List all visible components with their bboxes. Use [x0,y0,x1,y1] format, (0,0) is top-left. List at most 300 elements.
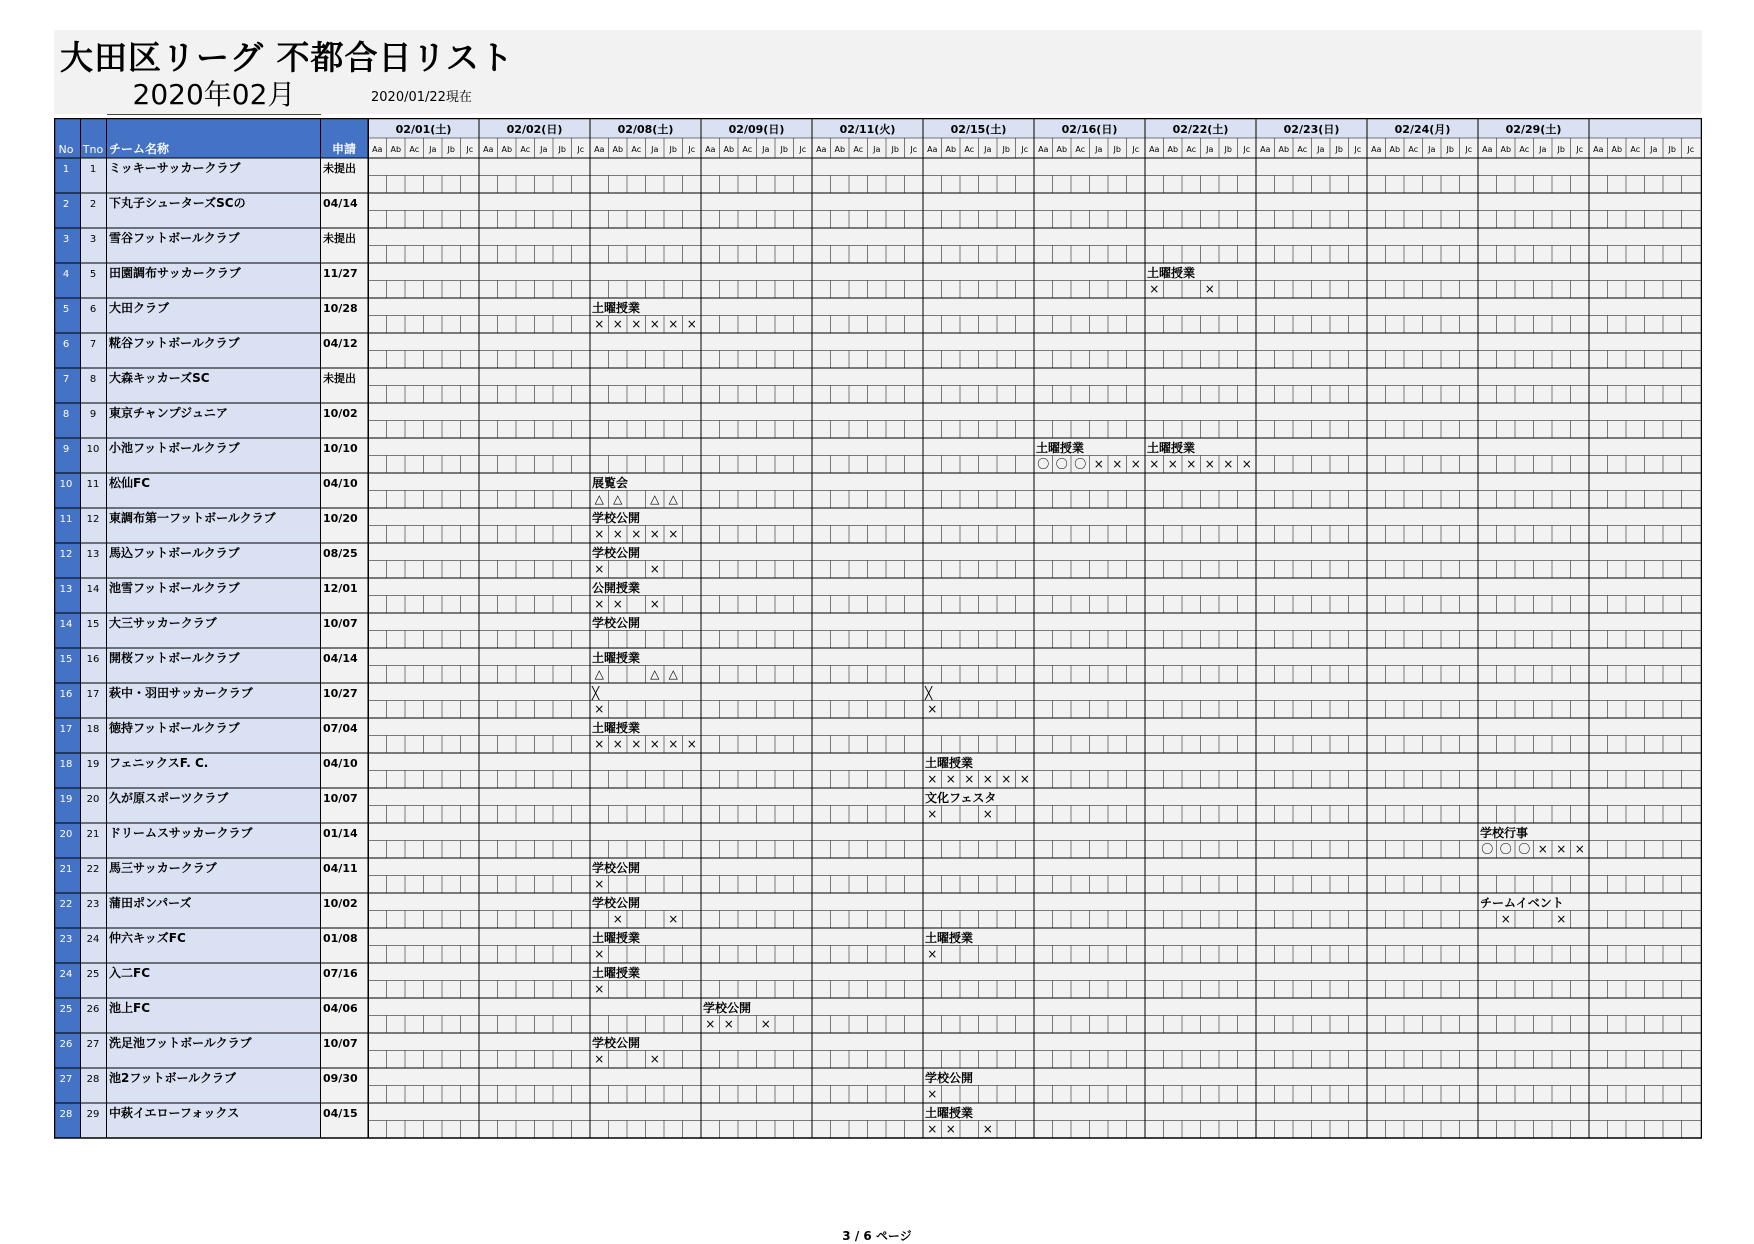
slot-header: Aa [1482,145,1493,154]
team-name: 大田クラブ [109,301,170,315]
unavailable-mark: 〇 [1518,842,1531,856]
date-header: 02/29(土) [1505,123,1562,136]
applied-date: 08/25 [323,547,358,560]
unavailable-note: 土曜授業 [592,651,641,665]
slot-header: Ab [1278,145,1290,154]
date-header: 02/02(日) [506,123,563,136]
unavailable-note: 学校公開 [592,546,641,560]
unavailable-mark: × [594,982,605,996]
unavailable-mark: × [1093,457,1104,471]
unavailable-mark: 〇 [1037,457,1050,471]
unavailable-mark: × [612,317,623,331]
slot-header: Jb [1446,145,1454,154]
column-tno: Tno [82,143,104,156]
slot-header: Jc [577,145,585,154]
row-tno: 12 [86,514,100,525]
unavailable-mark: × [649,737,660,751]
date-header: 02/01(土) [395,123,452,136]
unavailable-mark: 〇 [1499,842,1512,856]
team-name: 大森キッカーズSC [109,371,210,385]
slot-header: Jb [780,145,788,154]
slot-header: Jb [558,145,566,154]
unavailable-mark: × [594,877,605,891]
unavailable-mark: × [649,317,660,331]
unavailable-mark: 〇 [1055,457,1068,471]
unavailable-mark: × [668,912,679,926]
unavailable-note: 土曜授業 [592,966,641,980]
slot-header: Aa [705,145,716,154]
row-no: 9 [62,444,70,455]
slot-header: Ab [390,145,402,154]
slot-header: Ac [520,145,531,154]
applied-date: 01/08 [323,932,358,945]
unavailable-mark: × [723,1017,734,1031]
unavailable-mark: × [927,807,938,821]
unavailable-mark: △ [613,492,623,506]
row-no: 25 [59,1004,73,1015]
unavailable-mark: × [686,737,697,751]
unavailable-mark: × [705,1017,716,1031]
row-tno: 10 [86,444,100,455]
team-name: 馬三サッカークラブ [109,861,217,875]
team-name: 洗足池フットボールクラブ [109,1036,252,1050]
unavailable-mark: × [594,597,605,611]
row-tno: 28 [86,1074,100,1085]
applied-date: 未提出 [323,232,356,245]
row-tno: 7 [89,339,97,350]
applied-date: 12/01 [323,582,358,595]
date-header: 02/23(日) [1283,123,1340,136]
unavailable-mark: × [649,597,660,611]
unavailable-note: 学校公開 [592,896,641,910]
team-name: 徳持フットボールクラブ [109,721,240,735]
row-no: 12 [59,549,73,560]
team-name: フェニックスF. C. [109,756,209,770]
as-of-date: 2020/01/22現在 [371,90,472,105]
row-no: 24 [59,969,73,980]
applied-date: 04/14 [323,197,358,210]
row-no: 15 [59,654,73,665]
applied-date: 04/11 [323,862,358,875]
applied-date: 11/27 [323,267,358,280]
row-no: 21 [59,864,73,875]
unavailable-mark: × [964,772,975,786]
row-tno: 18 [86,724,100,735]
slot-header: Ja [429,145,437,154]
unavailable-mark: × [594,702,605,716]
unavailable-note: 学校公開 [592,861,641,875]
team-name: 仲六キッズFC [109,931,186,945]
unavailable-mark: × [612,527,623,541]
slot-header: Ac [409,145,420,154]
slot-header: Ja [1317,145,1325,154]
row-no: 2 [62,199,70,210]
unavailable-mark: × [1556,842,1567,856]
team-name: 小池フットボールクラブ [109,441,240,455]
row-tno: 23 [86,899,100,910]
slot-header: Jc [1243,145,1251,154]
team-name: 下丸子シューターズSCの [109,196,246,210]
unavailable-mark: × [1186,457,1197,471]
row-no: 22 [59,899,73,910]
unavailable-mark: × [982,1122,993,1136]
slot-header: Aa [483,145,494,154]
slot-header: Jc [1354,145,1362,154]
team-name: ドリームスサッカークラブ [109,826,253,840]
schedule-table [54,118,1702,1139]
slot-header: Aa [1260,145,1271,154]
row-no: 19 [59,794,73,805]
team-name: 雪谷フットボールクラブ [109,231,240,245]
slot-header: Jb [1668,145,1676,154]
row-tno: 5 [89,269,97,280]
row-tno: 3 [89,234,97,245]
date-header: 02/15(土) [950,123,1007,136]
slot-header: Ac [742,145,753,154]
row-tno: 15 [86,619,100,630]
row-tno: 29 [86,1109,100,1120]
slot-header: Ab [501,145,513,154]
row-no: 10 [59,479,73,490]
page-title: 大田区リーグ 不都合日リスト [60,38,514,77]
row-tno: 20 [86,794,100,805]
unavailable-mark: × [1556,912,1567,926]
applied-date: 01/14 [323,827,358,840]
applied-date: 10/07 [323,617,358,630]
unavailable-note: チームイベント [1480,896,1564,910]
slot-header: Jc [466,145,474,154]
slot-header: Ab [612,145,624,154]
slot-header: Jc [1132,145,1140,154]
unavailable-mark: × [649,527,660,541]
applied-date: 09/30 [323,1072,358,1085]
slot-header: Aa [1149,145,1160,154]
unavailable-note: 土曜授業 [925,756,974,770]
slot-header: Ab [1611,145,1623,154]
unavailable-note: 学校公開 [703,1001,752,1015]
team-name: 大三サッカークラブ [109,616,217,630]
team-name: 東調布第一フットボールクラブ [109,511,276,525]
unavailable-note: 土曜授業 [592,721,641,735]
unavailable-mark: × [1537,842,1548,856]
unavailable-mark: × [927,772,938,786]
slot-header: Jc [910,145,918,154]
unavailable-mark: △ [668,667,678,681]
slot-header: Ac [853,145,864,154]
unavailable-mark: × [631,737,642,751]
unavailable-note: 土曜授業 [1036,441,1085,455]
unavailable-note: 学校公開 [592,1036,641,1050]
slot-header: Ab [723,145,735,154]
row-no: 17 [59,724,73,735]
unavailable-mark: △ [650,492,660,506]
unavailable-mark: × [1223,457,1234,471]
schedule-grid [54,118,1702,1139]
applied-header-top [320,118,368,138]
slot-header: Aa [372,145,383,154]
unavailable-mark: × [1241,457,1252,471]
team-name: 萩中・羽田サッカークラブ [109,686,253,700]
slot-header: Ja [1095,145,1103,154]
slot-header: Ab [1389,145,1401,154]
row-no: 13 [59,584,73,595]
slot-header: Ac [631,145,642,154]
row-tno: 22 [86,864,100,875]
applied-date: 10/27 [323,687,358,700]
row-tno: 2 [89,199,97,210]
slot-header: Aa [1371,145,1382,154]
unavailable-mark: × [594,947,605,961]
slot-header: Ja [1428,145,1436,154]
applied-date: 10/02 [323,897,358,910]
applied-date: 10/07 [323,792,358,805]
row-tno: 24 [86,934,100,945]
slot-header: Ja [984,145,992,154]
row-no: 16 [59,689,73,700]
slot-header: Ja [1650,145,1658,154]
unavailable-note: 展覧会 [592,476,629,490]
row-no: 23 [59,934,73,945]
slot-header: Jc [1021,145,1029,154]
row-no: 26 [59,1039,73,1050]
row-tno: 13 [86,549,100,560]
unavailable-mark: × [927,702,938,716]
unavailable-mark: △ [650,667,660,681]
slot-header: Ab [1056,145,1068,154]
slot-header: Ab [1500,145,1512,154]
unavailable-mark: × [1204,457,1215,471]
team-name: 糀谷フットボールクラブ [109,336,240,350]
row-no: 14 [59,619,73,630]
applied-date: 10/10 [323,442,358,455]
unavailable-mark: × [668,317,679,331]
slot-header: Jb [891,145,899,154]
unavailable-note: 土曜授業 [925,1106,974,1120]
applied-date: 未提出 [323,372,356,385]
unavailable-mark: × [982,772,993,786]
date-header: 02/09(日) [728,123,785,136]
unavailable-note: 学校公開 [925,1071,974,1085]
applied-date: 10/28 [323,302,358,315]
row-no: 5 [62,304,70,315]
row-no: 28 [59,1109,73,1120]
row-tno: 21 [86,829,100,840]
unavailable-mark: × [1149,457,1160,471]
date-header: 02/16(日) [1061,123,1118,136]
slot-header: Aa [594,145,605,154]
date-header-bg [368,118,1702,138]
unavailable-note: 学校公開 [592,616,641,630]
row-no: 18 [59,759,73,770]
unavailable-note: 土曜授業 [592,931,641,945]
column-team-name: チーム名称 [109,142,170,156]
slot-header: Aa [816,145,827,154]
applied-date: 07/04 [323,722,358,735]
slot-header: Jb [447,145,455,154]
unavailable-mark: × [649,562,660,576]
unavailable-note: 土曜授業 [1147,441,1196,455]
unavailable-mark: × [1167,457,1178,471]
row-tno: 9 [89,409,97,420]
page-number: 3 / 6 ページ [842,1229,912,1243]
unavailable-mark: × [594,1052,605,1066]
slot-header: Ac [1075,145,1086,154]
unavailable-mark: × [612,737,623,751]
row-no: 7 [62,374,70,385]
unavailable-note: 文化フェスタ [925,791,997,805]
row-tno: 1 [89,164,97,175]
unavailable-mark: 〇 [1074,457,1087,471]
applied-date: 10/20 [323,512,358,525]
unavailable-mark: × [1130,457,1141,471]
slot-header: Jb [1224,145,1232,154]
slot-header: Ja [1206,145,1214,154]
date-header: 02/24(月) [1394,123,1451,136]
unavailable-mark: △ [668,492,678,506]
slot-header: Ja [762,145,770,154]
unavailable-mark: × [1500,912,1511,926]
slot-header: Aa [1038,145,1049,154]
team-name: 久が原スポーツクラブ [109,791,229,805]
slot-header: Ja [873,145,881,154]
row-no: 4 [62,269,70,280]
row-tno: 14 [86,584,100,595]
unavailable-note: 土曜授業 [592,301,641,315]
slot-header: Jc [1465,145,1473,154]
unavailable-mark: × [1574,842,1585,856]
team-name: 田園調布サッカークラブ [109,266,241,280]
slot-header: Ab [834,145,846,154]
team-name: 蒲田ポンパーズ [109,896,192,910]
row-no: 20 [59,829,73,840]
unavailable-mark: × [760,1017,771,1031]
unavailable-mark: × [686,317,697,331]
row-tno: 26 [86,1004,100,1015]
unavailable-note: 学校公開 [592,511,641,525]
unavailable-mark: × [945,1122,956,1136]
unavailable-mark: × [649,1052,660,1066]
slot-header: Ja [1539,145,1547,154]
team-name: 入二FC [109,966,151,980]
slot-header: Jb [1113,145,1121,154]
date-header: 02/11(火) [839,123,896,136]
team-name: 東京チャンプジュニア [109,406,228,420]
row-tno: 17 [86,689,100,700]
applied-date: 04/15 [323,1107,358,1120]
row-no: 11 [59,514,73,525]
row-tno: 16 [86,654,100,665]
row-no: 1 [62,164,70,175]
team-name: 池2フットボールクラブ [109,1071,237,1085]
unavailable-mark: × [668,737,679,751]
slot-header: Ab [1167,145,1179,154]
unavailable-mark: × [1149,282,1160,296]
unavailable-mark: × [1112,457,1123,471]
applied-date: 未提出 [323,162,356,175]
unavailable-note: 学校行事 [1480,826,1529,840]
unavailable-mark: △ [594,667,604,681]
applied-date: 07/16 [323,967,358,980]
applied-date: 10/02 [323,407,358,420]
row-tno: 25 [86,969,100,980]
slot-header: Ac [964,145,975,154]
slot-header: Aa [1593,145,1604,154]
row-no: 6 [62,339,70,350]
date-header: 02/22(土) [1172,123,1229,136]
unavailable-mark: × [594,527,605,541]
unavailable-mark: × [594,317,605,331]
team-name: ミッキーサッカークラブ [109,161,241,175]
month-label: 2020年02月 [107,76,321,115]
slot-header: Ab [945,145,957,154]
row-no: 8 [62,409,70,420]
row-no: 3 [62,234,70,245]
unavailable-mark: 〇 [1481,842,1494,856]
slot-header: Jb [1335,145,1343,154]
slot-header: Jc [1576,145,1584,154]
slot-header: Ac [1519,145,1530,154]
column-no: No [58,143,74,156]
unavailable-mark: × [1001,772,1012,786]
slot-header: Ja [651,145,659,154]
unavailable-note: ╳ [925,686,933,700]
slot-header: Jc [1687,145,1695,154]
unavailable-note: ╳ [592,686,600,700]
applied-date: 04/12 [323,337,358,350]
row-tno: 27 [86,1039,100,1050]
team-name: 池雪フットボールクラブ [109,581,240,595]
unavailable-mark: × [631,527,642,541]
slot-header: Aa [927,145,938,154]
unavailable-mark: × [594,737,605,751]
unavailable-mark: × [631,317,642,331]
unavailable-mark: × [612,912,623,926]
slot-header: Jb [669,145,677,154]
applied-date: 04/14 [323,652,358,665]
slot-header: Jb [1002,145,1010,154]
row-tno: 19 [86,759,100,770]
applied-date: 04/06 [323,1002,358,1015]
team-name: 中萩イエローフォックス [109,1106,240,1120]
unavailable-mark: × [927,1122,938,1136]
unavailable-mark: × [945,772,956,786]
slot-header: Jb [1557,145,1565,154]
slot-header: Ac [1186,145,1197,154]
row-tno: 6 [89,304,97,315]
row-tno: 11 [86,479,100,490]
slot-header: Jc [688,145,696,154]
unavailable-mark: × [1204,282,1215,296]
column-applied: 申請 [331,142,357,156]
slot-header: Jc [799,145,807,154]
applied-date: 04/10 [323,477,358,490]
unavailable-note: 土曜授業 [1147,266,1196,280]
date-header: 02/08(土) [617,123,674,136]
applied-date: 04/10 [323,757,358,770]
unavailable-mark: × [594,562,605,576]
row-tno: 8 [89,374,97,385]
unavailable-mark: × [982,807,993,821]
row-no: 27 [59,1074,73,1085]
team-name: 池上FC [109,1001,151,1015]
applied-date: 10/07 [323,1037,358,1050]
team-name: 開桜フットボールクラブ [109,651,240,665]
team-name: 馬込フットボールクラブ [109,546,240,560]
slot-header: Ac [1630,145,1641,154]
unavailable-note: 公開授業 [592,581,641,595]
unavailable-mark: × [927,1087,938,1101]
unavailable-note: 土曜授業 [925,931,974,945]
